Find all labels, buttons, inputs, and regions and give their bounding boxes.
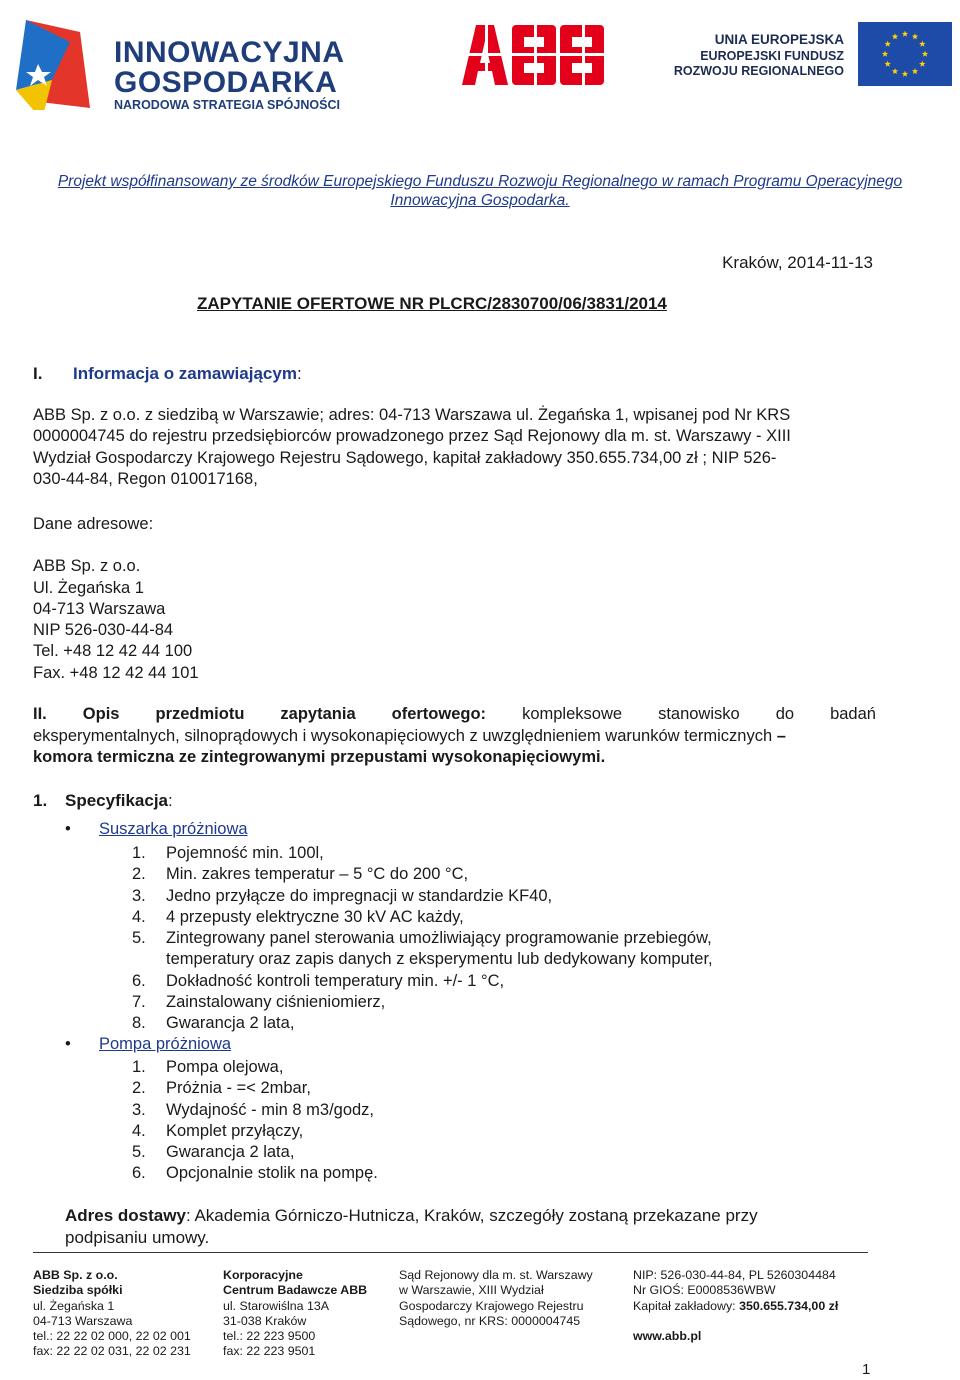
bullet-icon: • xyxy=(65,1035,71,1053)
footer-line: Sądowego, nr KRS: 0000004745 xyxy=(399,1313,581,1328)
footer-line: Kapitał zakładowy: 350.655.734,00 zł xyxy=(633,1298,839,1313)
section-1-number: I. xyxy=(33,364,43,383)
section-2-subject: komora termiczna ze zintegrowanymi przepustami wysokonapięciowymi. xyxy=(33,748,606,766)
ig-logo-line2: GOSPODARKA xyxy=(114,66,338,99)
list-item: 6. Dokładność kontroli temperatury min. +/- 1 °C, xyxy=(132,971,505,990)
footer-court-column xyxy=(399,1268,593,1329)
company-paragraph-line: ABB Sp. z o.o. z siedzibą w Warszawie; adres: 04-713 Warszawa ul. Żegańska 1, wpisanej pod Nr KRS xyxy=(33,406,791,424)
specification-heading xyxy=(33,791,173,811)
footer-line: 04-713 Warszawa xyxy=(33,1313,133,1328)
eu-logo-line3: ROZWOJU REGIONALNEGO xyxy=(673,64,844,78)
group-title: Pompa próżniowa xyxy=(99,1035,232,1053)
footer-line: ul. Starowiślna 13A xyxy=(223,1298,330,1313)
page-number: 1 xyxy=(862,1361,871,1378)
innowacyjna-gospodarka-logo xyxy=(12,10,345,112)
section-2-second-line xyxy=(33,726,876,748)
list-item: 1. Pompa olejowa, xyxy=(132,1058,284,1076)
footer-line: Siedziba spółki xyxy=(33,1283,123,1298)
footer-line: tel.: 22 223 9500 xyxy=(223,1329,316,1344)
section-1-label: Informacja o zamawiającym xyxy=(73,364,297,383)
eu-flag-icon xyxy=(858,22,952,86)
footer-line: w Warszawie, XIII Wydział xyxy=(399,1283,544,1298)
section-2-dash: – xyxy=(776,726,786,745)
address-line: Ul. Żegańska 1 xyxy=(33,578,144,597)
footer-line: Korporacyjne xyxy=(223,1268,303,1282)
specification-number: 1. xyxy=(33,791,48,810)
vacuum-dryer-items xyxy=(132,843,713,1035)
address-line: 04-713 Warszawa xyxy=(33,599,166,618)
section-2-word: zapytania xyxy=(280,705,356,723)
section-2-word: do xyxy=(775,705,795,723)
footer-line: Centrum Badawcze ABB xyxy=(223,1283,368,1298)
delivery-text: : Akademia Górniczo-Hutnicza, Kraków, szczegóły zostaną przekazane przy xyxy=(185,1206,758,1225)
section-2-line2-text: eksperymentalnych, silnoprądowych i wysokonapięciowych z uwzględnieniem warunków termicznych xyxy=(33,726,777,745)
list-item: temperatury oraz zapis danych z eksperymentu lub dedykowany komputer, xyxy=(166,950,713,969)
list-item: 1. Pojemność min. 100l, xyxy=(132,844,324,862)
section-1-heading xyxy=(33,364,302,384)
group-title: Suszarka próżniowa xyxy=(99,820,248,838)
list-item: 6. Opcjonalnie stolik na pompę. xyxy=(132,1164,378,1183)
footer-tax-column xyxy=(633,1268,838,1344)
footer-line: Gospodarczy Krajowego Rejestru xyxy=(399,1298,584,1313)
section-2-description xyxy=(33,704,876,769)
ig-logo-line1: INNOWACYJNA xyxy=(114,36,345,69)
vacuum-pump-items xyxy=(132,1057,378,1185)
section-2-word: kompleksowe xyxy=(522,705,623,723)
section-2-word: stanowisko xyxy=(658,705,740,723)
footer-line: tel.: 22 22 02 000, 22 02 001 xyxy=(33,1329,191,1344)
eu-logo-line1: UNIA EUROPEJSKA xyxy=(714,32,844,47)
address-line: NIP 526-030-44-84 xyxy=(33,621,174,640)
footer-line: ul. Żegańska 1 xyxy=(33,1298,115,1313)
list-item: 4. Komplet przyłączy, xyxy=(132,1121,304,1140)
address-label: Dane adresowe: xyxy=(33,515,154,533)
section-2-word: przedmiotu xyxy=(155,705,245,723)
company-paragraph-line: Wydział Gospodarczy Krajowego Rejestru Sądowego, kapitał zakładowy 350.655.734,00 zł ; NIP 526- xyxy=(33,448,777,467)
address-line: Fax. +48 12 42 44 101 xyxy=(33,663,199,682)
list-item: 2. Próżnia - =< 2mbar, xyxy=(132,1079,311,1098)
document-title: ZAPYTANIE OFERTOWE NR PLCRC/2830700/06/3831/2014 xyxy=(197,294,667,313)
ig-logo-line3: NARODOWA STRATEGIA SPÓJNOŚCI xyxy=(114,98,340,112)
footer-divider xyxy=(33,1252,868,1253)
list-item: 3. Jedno przyłącze do impregnacji w standardzie KF40, xyxy=(132,886,553,905)
delivery-text-2: podpisaniu umowy. xyxy=(65,1227,210,1247)
address-block xyxy=(33,514,199,684)
project-cofinancing-note: Projekt współfinansowany ze środków Europejskiego Funduszu Rozwoju Regionalnego w ramach Programu Operacyjnego Innowacyjna Gospodarka. xyxy=(57,173,903,209)
document-date: Kraków, 2014-11-13 xyxy=(722,253,873,272)
specification-label: Specyfikacja xyxy=(65,791,169,810)
delivery-address xyxy=(65,1205,758,1248)
company-paragraph-line: 0000004745 do rejestru przedsiębiorców prowadzonego przez Sąd Rejonowy dla m. st. Warszawy - XIII xyxy=(33,427,791,446)
footer-line: NIP: 526-030-44-84, PL 5260304484 xyxy=(633,1268,836,1282)
list-item: 4. 4 przepusty elektryczne 30 kV AC każdy, xyxy=(132,907,464,926)
address-line: Tel. +48 12 42 44 100 xyxy=(33,642,193,661)
delivery-label: Adres dostawy xyxy=(65,1206,186,1225)
company-paragraph xyxy=(33,405,791,490)
list-item: 5. Gwarancja 2 lata, xyxy=(132,1143,295,1162)
list-item: 5. Zintegrowany panel sterowania umożliwiający programowanie przebiegów, xyxy=(132,929,712,948)
section-1-colon: : xyxy=(296,364,302,383)
footer-line: Nr GIOŚ: E0008536WBW xyxy=(633,1283,776,1298)
footer-line: ABB Sp. z o.o. xyxy=(33,1268,118,1282)
specification-colon: : xyxy=(168,791,173,810)
footer-website-link[interactable]: www.abb.pl xyxy=(633,1328,702,1343)
footer-research-column xyxy=(223,1268,367,1360)
abb-logo xyxy=(462,25,606,85)
list-item: 2. Min. zakres temperatur – 5 °C do 200 °C, xyxy=(132,865,469,884)
section-2-word: ofertowego: xyxy=(391,705,487,723)
footer-line: fax: 22 22 02 031, 22 02 231 xyxy=(33,1344,191,1359)
section-2-word: badań xyxy=(830,705,876,723)
bullet-icon: • xyxy=(65,820,71,838)
section-2-first-line xyxy=(33,704,876,726)
footer-company-column xyxy=(33,1268,191,1360)
list-item: 8. Gwarancja 2 lata, xyxy=(132,1014,295,1033)
section-2-number: II. xyxy=(33,705,47,723)
section-2-word: Opis xyxy=(82,705,120,723)
abb-logo-icon xyxy=(462,25,606,85)
list-item: 7. Zainstalowany ciśnieniomierz, xyxy=(132,993,386,1012)
list-item: 3. Wydajność - min 8 m3/godz, xyxy=(132,1100,375,1119)
footer-line: 31-038 Kraków xyxy=(223,1313,307,1328)
eu-logo-line2: EUROPEJSKI FUNDUSZ xyxy=(700,49,844,63)
footer-line: fax: 22 223 9501 xyxy=(223,1344,316,1359)
address-line: ABB Sp. z o.o. xyxy=(33,557,141,576)
eu-logo xyxy=(673,22,952,92)
ig-emblem-icon xyxy=(12,10,108,110)
footer-line: Sąd Rejonowy dla m. st. Warszawy xyxy=(399,1268,593,1282)
company-paragraph-line: 030-44-84, Regon 010017168, xyxy=(33,469,258,488)
